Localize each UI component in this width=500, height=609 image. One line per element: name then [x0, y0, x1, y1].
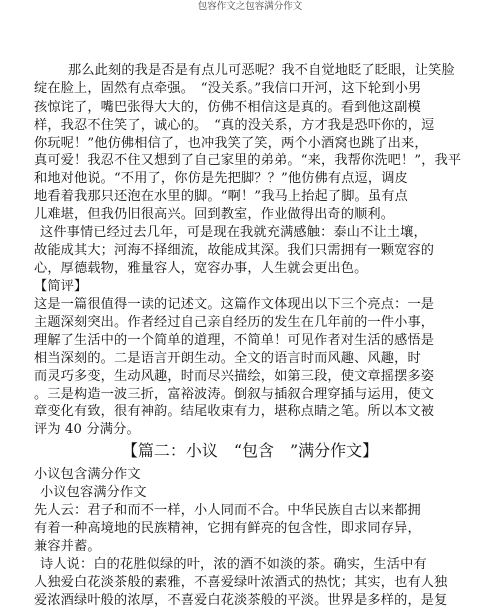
body-line: 样，我忍不住笑了，诚心的。 “真的没关系，方才我是恐吓你的，逗 — [34, 118, 435, 133]
review-heading: 【简评】 — [34, 279, 88, 294]
body-line: 绽在脸上，固然有点牵强。 “没关系。”我信口开河，这下轮到小男 — [34, 81, 422, 96]
body-line: 孩惊诧了，嘴巴张得大大的，仿佛不相信这是真的。看到他这副模 — [34, 100, 421, 115]
body-line: 理解了生活中的一个简单的道理，不简单！可见作者对生活的感悟是 — [34, 333, 435, 348]
body-line: 和地对他说。“不用了，你仿是先把脚？？”他仿佛有点逗，调皮 — [34, 171, 408, 186]
body-line: 儿难堪，但我仍旧很高兴。回到教室，作业做得出奇的顺利。 — [34, 207, 395, 222]
body-line: 真可爱！我忍不住又想到了自己家里的弟弟。“来，我帮你洗吧！”，我平 — [34, 153, 462, 168]
body-line: 评为 40 分满分。 — [34, 422, 140, 437]
page-header-title: 包容作文之包容满分作文 — [197, 1, 303, 12]
section-heading: 【篇二：小议 “包含 ”满分作文】 — [121, 441, 379, 460]
body-line: 而灵巧多变，生动风趣，时而尽兴描绘，如第三段，使文章摇摆多姿 — [34, 369, 435, 384]
body-line: 那么此刻的我是否是有点儿可恶呢？我不自觉地眨了眨眼，让笑脸 — [68, 63, 455, 78]
essay-subtitle: 小议包容满分作文 — [40, 485, 147, 500]
essay-line: 有着一种高境地的民族精神，它拥有鲜亮的包含性，即求同存异， — [34, 521, 421, 536]
essay-line: 诗人说：白的花胜似绿的叶，浓的酒不如淡的茶。确实，生活中有 — [40, 557, 427, 572]
body-line: 主题深刻突出。作者经过自己亲自经历的发生在几年前的一件小事， — [34, 315, 435, 330]
essay-line: 先人云：君子和而不一样，小人同而不合。中华民族自古以来都拥 — [34, 503, 421, 518]
body-line: 这件事情已经过去几年，可是现在我就充满感触：泰山不让土壤， — [40, 225, 427, 240]
body-line: 章变化有致，很有神韵。结尾收束有力，堪称点睛之笔。所以本文被 — [34, 404, 435, 419]
essay-line: 爱浓酒绿叶般的浓厚，不喜爱白花淡茶般的平淡。世界是多样的，是复 — [34, 593, 448, 608]
body-line: 。三是构造一波三折，富裕波涛。倒叙与插叙合理穿插与运用，使文 — [34, 387, 435, 402]
body-line: 这是一篇很值得一读的记述文。这篇作文体现出以下三个亮点：一是 — [34, 297, 435, 312]
body-line: 相当深刻的。二是语言开朗生动。全文的语言时而风趣、风趣，时 — [34, 351, 421, 366]
body-line: 故能成其大；河海不择细流，故能成其深。我们只需拥有一颗宽容的 — [34, 243, 435, 258]
body-line: 你玩呢！”他仿佛相信了，也冲我笑了笑，两个小酒窝也跳了出来， — [34, 136, 428, 151]
body-line: 地看着我那只还泡在水里的脚。“啊！”我马上抬起了脚。虽有点 — [34, 189, 408, 204]
essay-line: 人独爱白花淡茶般的素雅，不喜爱绿叶浓酒式的热忱；其实，也有人独 — [34, 575, 448, 590]
essay-line: 兼容并蓄。 — [34, 539, 101, 554]
body-line: 心，厚德载物，雅量容人，宽容办事，人生就会更出色。 — [34, 261, 368, 276]
essay-title: 小议包含满分作文 — [34, 467, 141, 482]
